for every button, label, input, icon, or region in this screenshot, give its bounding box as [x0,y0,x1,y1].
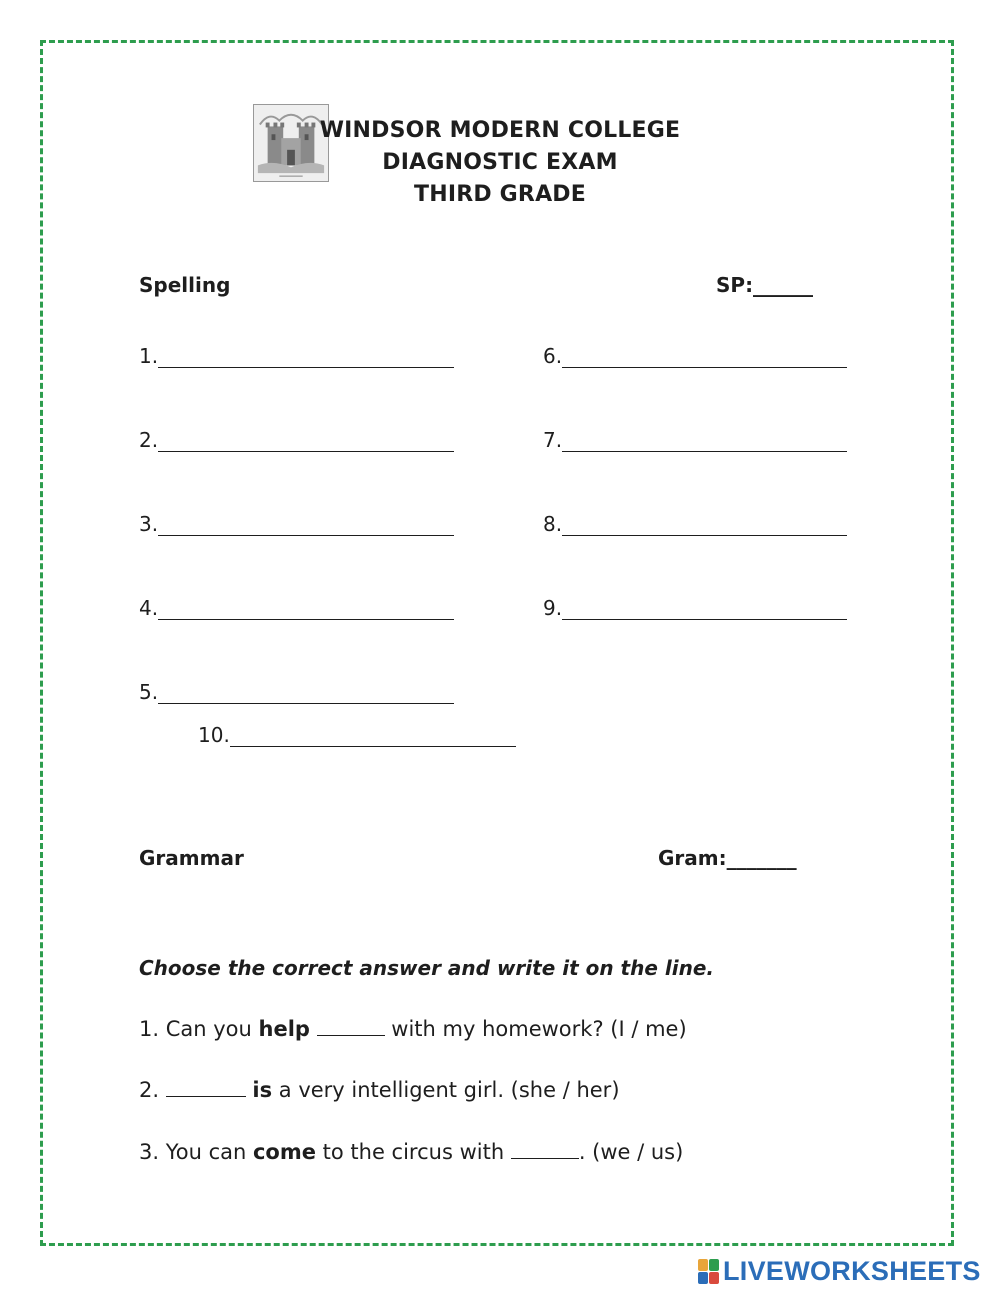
answer-line[interactable] [562,601,847,620]
grammar-score: Gram:_______ [658,846,797,870]
spelling-item-5[interactable] [139,680,454,704]
question-keyword: is [252,1078,273,1102]
item-number: 2. [139,428,159,452]
liveworksheets-badge-icon [698,1259,720,1285]
grammar-question-1 [139,1017,687,1041]
spelling-item-10[interactable] [198,723,516,747]
question-text: . (we / us) [578,1140,684,1164]
liveworksheets-wordmark: LIVEWORKSHEETS [723,1256,981,1286]
spelling-item-8[interactable] [543,512,847,536]
item-number: 7. [543,428,563,452]
school-name: WINDSOR MODERN COLLEGE [319,118,681,143]
item-number: 6. [543,344,563,368]
grammar-instruction: Choose the correct answer and write it on the line. [139,956,714,980]
spelling-item-3[interactable] [139,512,454,536]
spelling-item-2[interactable] [139,428,454,452]
item-number: 1. [139,344,159,368]
item-number: 8. [543,512,563,536]
answer-line[interactable] [562,433,847,452]
answer-line[interactable] [158,685,454,704]
spelling-item-4[interactable] [139,596,454,620]
question-text: 1. Can you [139,1017,259,1041]
answer-line[interactable] [562,349,847,368]
question-keyword: help [258,1017,310,1041]
spelling-heading: Spelling [139,273,231,297]
answer-line[interactable] [158,433,454,452]
answer-blank[interactable] [166,1078,246,1097]
spelling-item-7[interactable] [543,428,847,452]
question-text: to the circus with [315,1140,511,1164]
grade-title: THIRD GRADE [414,182,586,207]
item-number: 4. [139,596,159,620]
spelling-score: SP:______ [716,273,814,297]
answer-blank[interactable] [317,1017,385,1036]
grammar-question-2 [139,1078,620,1102]
spelling-item-9[interactable] [543,596,847,620]
answer-line[interactable] [158,601,454,620]
answer-blank[interactable] [511,1140,579,1159]
answer-line[interactable] [230,728,516,747]
item-number: 9. [543,596,563,620]
answer-line[interactable] [562,517,847,536]
question-text: 2. [139,1078,166,1102]
answer-line[interactable] [158,517,454,536]
question-text: a very intelligent girl. (she / her) [272,1078,620,1102]
item-number: 3. [139,512,159,536]
page-border [40,40,954,1246]
exam-title: DIAGNOSTIC EXAM [382,150,618,175]
answer-line[interactable] [158,349,454,368]
grammar-heading: Grammar [139,846,244,870]
liveworksheets-logo [698,1256,981,1287]
question-text: 3. You can [139,1140,253,1164]
item-number: 10. [198,723,230,747]
question-keyword: come [252,1140,316,1164]
grammar-question-3 [139,1140,683,1164]
item-number: 5. [139,680,159,704]
spelling-item-1[interactable] [139,344,454,368]
question-text: with my homework? (I / me) [384,1017,687,1041]
spelling-item-6[interactable] [543,344,847,368]
